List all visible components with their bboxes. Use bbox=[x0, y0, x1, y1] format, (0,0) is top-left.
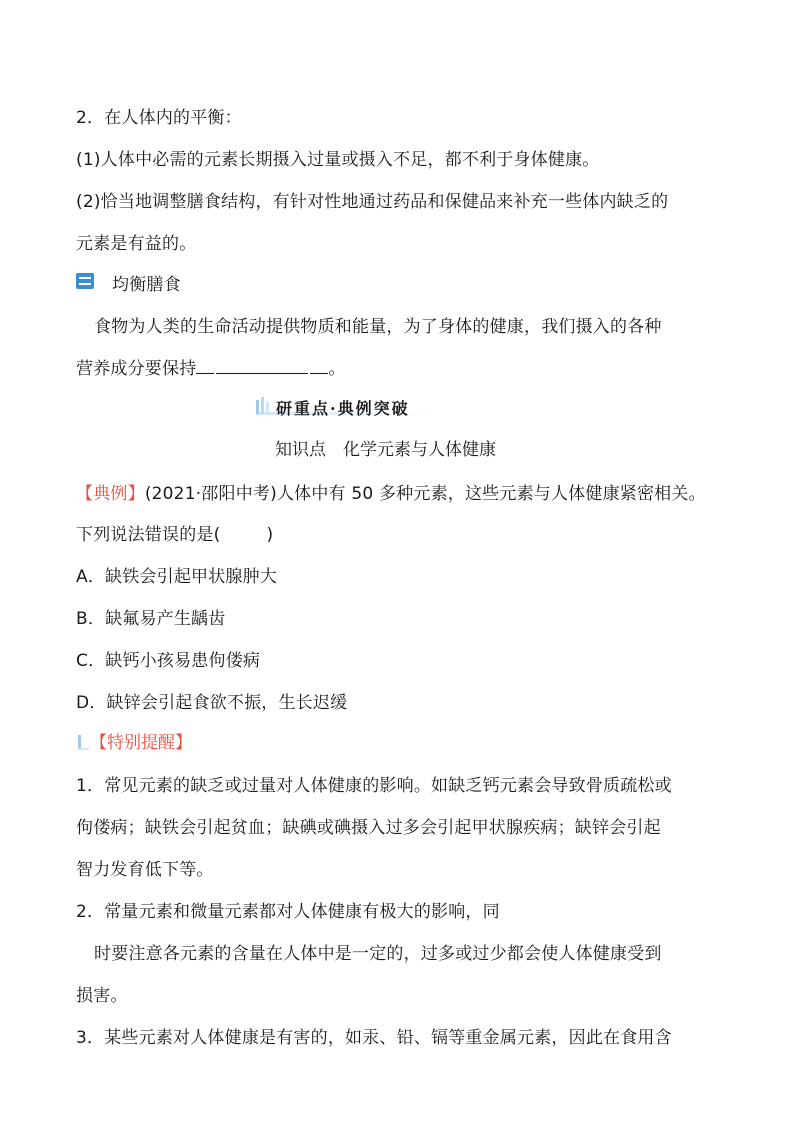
reminder-p2-line-2: 时要注意各元素的含量在人体中是一定的，过多或过少都会使人体健康受到 bbox=[94, 944, 662, 964]
reminder-p2-line-3: 损害。 bbox=[76, 986, 128, 1006]
diet-paragraph-text: 营养成分要保持 bbox=[76, 359, 197, 379]
diet-section-title: 均衡膳食 bbox=[112, 275, 181, 295]
study-banner-title: 研重点·典例突破 bbox=[276, 399, 410, 418]
balance-heading: 2．在人体内的平衡： bbox=[76, 108, 242, 128]
fill-blank[interactable] bbox=[216, 358, 308, 374]
diet-paragraph-end: 。 bbox=[328, 359, 346, 379]
reminder-bookmark-icon bbox=[76, 734, 90, 752]
option-c: C．缺钙小孩易患佝偻病 bbox=[76, 651, 261, 671]
reminder-p3-line-1: 3．某些元素对人体健康是有害的，如汞、铅、镉等重金属元素，因此在食用含 bbox=[76, 1028, 672, 1048]
example-tag: 【典例】 bbox=[76, 484, 145, 504]
example-question bbox=[76, 524, 273, 546]
example-source-text: (2021·邵阳中考)人体中有 50 多种元素，这些元素与人体健康紧密相关。 bbox=[144, 484, 706, 504]
balance-item-2-line-2: 元素是有益的。 bbox=[76, 234, 197, 254]
example-question-close: ) bbox=[266, 525, 274, 545]
reminder-label: 【特别提醒】 bbox=[90, 733, 192, 753]
reminder-p1-line-3: 智力发育低下等。 bbox=[76, 860, 214, 880]
balance-item-1: (1)人体中必需的元素长期摄入过量或摄入不足，都不利于身体健康。 bbox=[76, 150, 600, 170]
section-list-icon bbox=[76, 273, 94, 289]
option-a: A．缺铁会引起甲状腺肿大 bbox=[76, 567, 278, 587]
option-d: D．缺锌会引起食欲不振，生长迟缓 bbox=[76, 693, 348, 713]
reminder-p1-line-2: 佝偻病；缺铁会引起贫血；缺碘或碘摄入过多会引起甲状腺疾病；缺锌会引起 bbox=[76, 818, 661, 838]
knowledge-point-heading: 知识点 化学元素与人体健康 bbox=[275, 440, 496, 460]
diet-paragraph-line-2 bbox=[76, 358, 346, 380]
fill-blank-suffix bbox=[310, 358, 328, 374]
example-line-1 bbox=[76, 483, 706, 505]
diet-paragraph-line-1: 食物为人类的生命活动提供物质和能量，为了身体的健康，我们摄入的各种 bbox=[94, 317, 662, 337]
balance-item-2-line-1: (2)恰当地调整膳食结构，有针对性地通过药品和保健品来补充一些体内缺乏的 bbox=[76, 192, 669, 212]
example-question-text: 下列说法错误的是( bbox=[76, 525, 221, 545]
reminder-p1-line-1: 1．常见元素的缺乏或过量对人体健康的影响。如缺乏钙元素会导致骨质疏松或 bbox=[76, 776, 672, 796]
option-b: B．缺氟易产生龋齿 bbox=[76, 609, 226, 629]
reminder-p2-line-1: 2．常量元素和微量元素都对人体健康有极大的影响，同 bbox=[76, 902, 500, 922]
fill-blank-prefix bbox=[196, 358, 214, 374]
